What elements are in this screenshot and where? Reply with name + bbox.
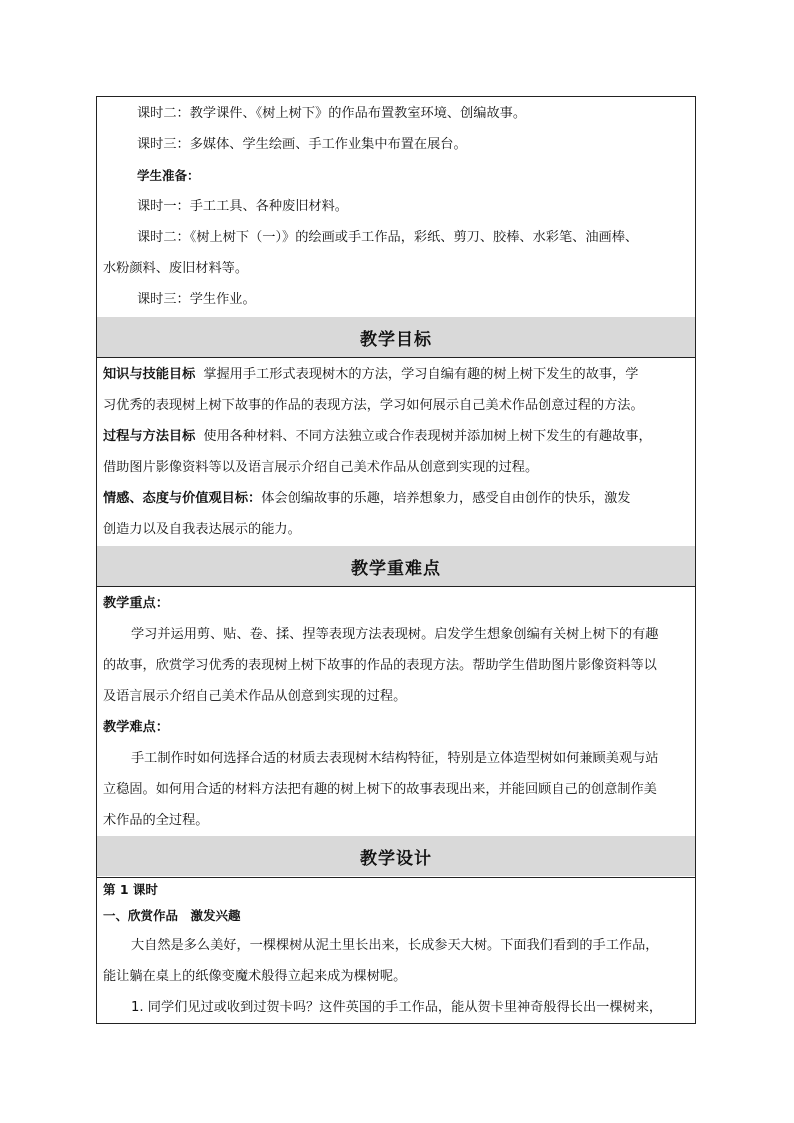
prep-line-4b: 水粉颜料、废旧材料等。 bbox=[103, 261, 249, 276]
goal-knowledge-label: 知识与技能目标 bbox=[103, 367, 196, 382]
prep-line-3: 课时一：手工工具、各种废旧材料。 bbox=[137, 199, 348, 214]
design-para-a: 大自然是多么美好，一棵棵树从泥土里长出来，长成参天大树。下面我们看到的手工作品， bbox=[131, 938, 659, 953]
design-para-b: 能让躺在桌上的纸像变魔术般得立起来成为棵树呢。 bbox=[103, 969, 407, 984]
prep-line-2: 课时三：多媒体、学生绘画、手工作业集中布置在展台。 bbox=[137, 137, 467, 152]
difficulty-label: 教学难点： bbox=[103, 720, 169, 735]
step-heading: 一、欣赏作品 激发兴趣 bbox=[103, 908, 241, 923]
student-prep-label: 学生准备： bbox=[137, 168, 200, 183]
divider bbox=[97, 357, 695, 358]
goal-emotion-text: 体会创编故事的乐趣，培养想象力，感受自由创作的快乐，激发 bbox=[261, 491, 631, 506]
difficulty-line-b: 立稳固。如何用合适的材料方法把有趣的树上树下的故事表现出来，并能回顾自己的创意制作美 bbox=[103, 782, 657, 797]
goal-knowledge bbox=[103, 366, 639, 384]
goal-process bbox=[103, 428, 652, 446]
goal-knowledge-cont: 习优秀的表现树上树下故事的作品的表现方法，学习如何展示自己美术作品创意过程的方法。 bbox=[103, 398, 644, 413]
divider bbox=[97, 586, 695, 587]
goal-emotion-label: 情感、态度与价值观目标： bbox=[103, 491, 262, 506]
prep-line-4a: 课时二：《树上树下（一）》的绘画或手工作品，彩纸、剪刀、胶棒、水彩笔、油画棒、 bbox=[137, 230, 639, 245]
prep-line-1: 课时二：教学课件、《树上树下》的作品布置教室环境、创编故事。 bbox=[137, 106, 527, 121]
difficulty-line-a: 手工制作时如何选择合适的材质去表现树木结构特征，特别是立体造型树如何兼顾美观与站 bbox=[131, 751, 659, 766]
section-heading-keypoints: 教学重难点 bbox=[97, 546, 695, 586]
focus-line-b: 的故事，欣赏学习优秀的表现树上树下故事的作品的表现方法。帮助学生借助图片影像资料等以 bbox=[103, 658, 657, 673]
lesson-plan-table bbox=[96, 96, 696, 1024]
lesson-number: 第 1 课时 bbox=[103, 882, 158, 897]
goal-emotion bbox=[103, 490, 631, 508]
focus-label: 教学重点： bbox=[103, 596, 169, 611]
design-item-1: 1. 同学们见过或收到过贺卡吗？这件英国的手工作品，能从贺卡里神奇般得长出一棵树来， bbox=[131, 1000, 663, 1015]
focus-line-c: 及语言展示介绍自己美术作品从创意到实现的过程。 bbox=[103, 689, 407, 704]
focus-line-a: 学习并运用剪、贴、卷、揉、捏等表现方法表现树。启发学生想象创编有关树上树下的有趣 bbox=[131, 627, 659, 642]
section-heading-goals: 教学目标 bbox=[97, 317, 695, 357]
prep-line-5: 课时三：学生作业。 bbox=[137, 292, 256, 307]
goal-process-label: 过程与方法目标 bbox=[103, 429, 196, 444]
goal-process-cont: 借助图片影像资料等以及语言展示介绍自己美术作品从创意到实现的过程。 bbox=[103, 460, 539, 475]
difficulty-line-c: 术作品的全过程。 bbox=[103, 813, 209, 828]
goal-knowledge-text: 掌握用手工形式表现树木的方法，学习自编有趣的树上树下发生的故事，学 bbox=[203, 367, 639, 382]
section-heading-design: 教学设计 bbox=[97, 836, 695, 876]
divider bbox=[97, 877, 695, 878]
goal-process-text: 使用各种材料、不同方法独立或合作表现树并添加树上树下发生的有趣故事， bbox=[203, 429, 652, 444]
goal-emotion-cont: 创造力以及自我表达展示的能力。 bbox=[103, 522, 301, 537]
